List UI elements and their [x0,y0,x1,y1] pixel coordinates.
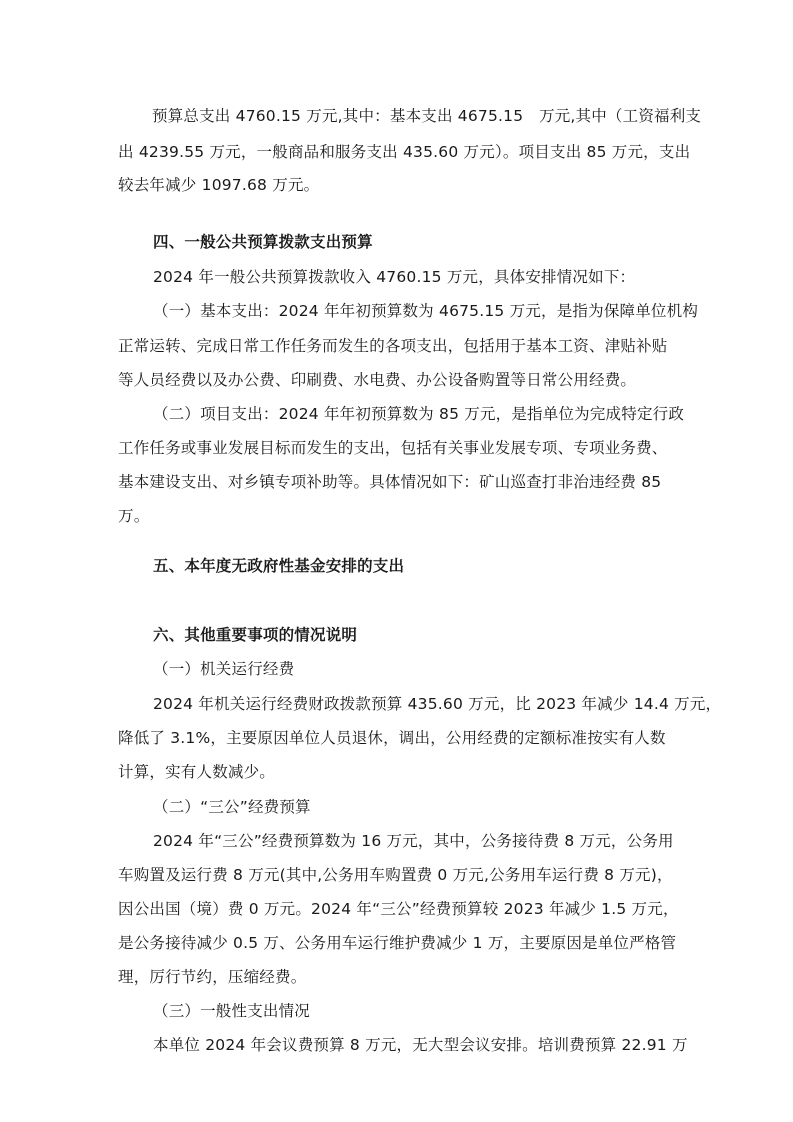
section6-sub3-title: （三）一般性支出情况 [153,1002,311,1020]
section4-project-line-3: 基本建设支出、对乡镇专项补助等。具体情况如下：矿山巡查打非治违经费 85 [118,473,662,491]
section6-sub2-line-3: 因公出国（境）费 0 万元。2024 年“三公”经费预算较 2023 年减少 1.5 万元， [118,900,679,918]
section4-project-line-4: 万。 [118,507,150,525]
section6-sub1-title: （一）机关运行经费 [153,660,295,678]
section6-sub2-line-1: 2024 年“三公”经费预算数为 16 万元，其中，公务接待费 8 万元，公务用 [153,832,674,850]
section4-basic-line-2: 正常运转、完成日常工作任务而发生的各项支出，包括用于基本工资、津贴补贴 [118,337,668,355]
section6-sub1-line-3: 计算，实有人数减少。 [118,763,276,781]
budget-total-line-2: 出 4239.55 万元，一般商品和服务支出 435.60 万元）。项目支出 85 万元，支出 [118,143,691,161]
section6-sub1-line-1: 2024 年机关运行经费财政拨款预算 435.60 万元，比 2023 年减少 14.4 万元， [153,695,722,713]
budget-total-line-1: 预算总支出 4760.15 万元,其中：基本支出 4675.15 万元,其中（工资福利支 [152,107,702,125]
section6-sub2-line-4: 是公务接待减少 0.5 万、公务用车运行维护费减少 1 万，主要原因是单位严格管 [118,934,677,952]
section6-sub2-title: （二）“三公”经费预算 [153,798,311,816]
section4-project-line-1: （二）项目支出：2024 年年初预算数为 85 万元，是指单位为完成特定行政 [153,405,685,423]
section4-intro: 2024 年一般公共预算拨款收入 4760.15 万元，具体安排情况如下： [153,268,636,286]
section6-heading: 六、其他重要事项的情况说明 [153,626,358,644]
section4-heading: 四、一般公共预算拨款支出预算 [153,233,373,251]
budget-total-line-3: 较去年减少 1097.68 万元。 [118,176,320,194]
section6-sub1-line-2: 降低了 3.1%，主要原因单位人员退休，调出，公用经费的定额标准按实有人数 [118,729,666,747]
section4-basic-line-3: 等人员经费以及办公费、印刷费、水电费、办公设备购置等日常公用经费。 [118,371,637,389]
section5-heading: 五、本年度无政府性基金安排的支出 [153,557,405,575]
section4-project-line-2: 工作任务或事业发展目标而发生的支出，包括有关事业发展专项、专项业务费、 [118,439,668,457]
section6-sub2-line-5: 理，厉行节约，压缩经费。 [118,968,307,986]
section6-sub3-line-1: 本单位 2024 年会议费预算 8 万元，无大型会议安排。培训费预算 22.91 万 [153,1036,688,1054]
section6-sub2-line-2: 车购置及运行费 8 万元(其中,公务用车购置费 0 万元,公务用车运行费 8 万元)， [118,866,673,884]
section4-basic-line-1: （一）基本支出：2024 年年初预算数为 4675.15 万元，是指为保障单位机构 [153,302,699,320]
